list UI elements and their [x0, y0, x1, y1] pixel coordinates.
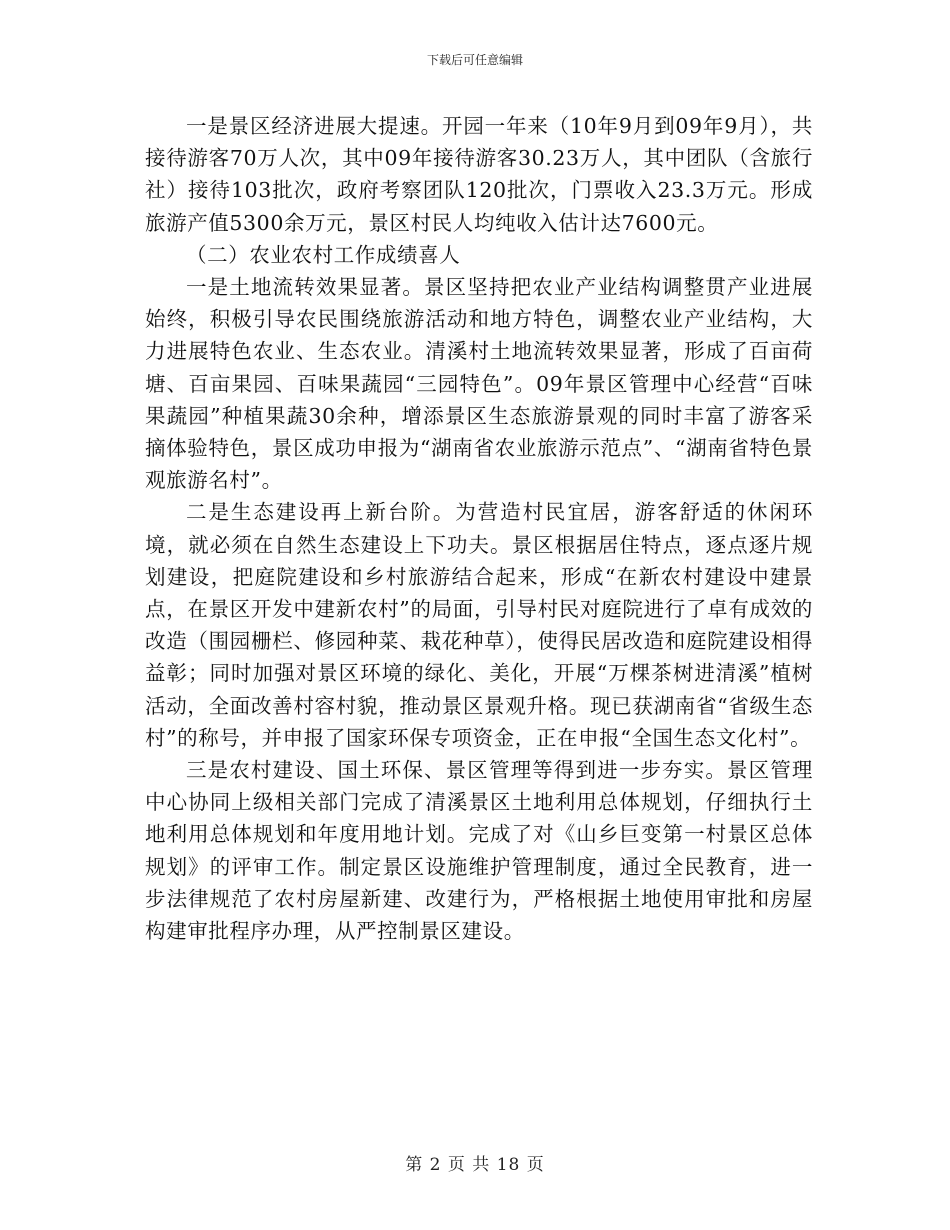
page-header: 下载后可任意编辑 — [426, 53, 523, 67]
paragraph-rural-construction: 三是农村建设、国土环保、景区管理等得到进一步夯实。景区管理中心协同上级相关部门完成了清溪景区土地利用总体规划，仔细执行土地利用总体规划和年度用地计划。完成了对《山乡巨变第一村景区总体规划》的评审工作。制定景区设施维护管理制度，通过全民教育，进一步法律规范了农村房屋新建、改建行为，严格根据土地使用审批和房屋构建审批程序办理，从严控制景区建设。 — [145, 758, 813, 944]
section-heading-agriculture: （二）农业农村工作成绩喜人 — [186, 242, 461, 267]
paragraph-economic-growth: 一是景区经济进展大提速。开园一年来（10年9月到09年9月），共接待游客70万人次，其中09年接待游客30.23万人，其中团队（含旅行社）接待103批次，政府考察团队120批次，门票收入23.3万元。形成旅游产值5300余万元，景区村民人均纯收入估计达7600元。 — [145, 114, 813, 235]
paragraph-ecological-construction: 二是生态建设再上新台阶。为营造村民宜居，游客舒适的休闲环境，就必须在自然生态建设上下功夫。景区根据居住特点，逐点逐片规划建设，把庭院建设和乡村旅游结合起来，形成“在新农村建设中建景点，在景区开发中建新农村”的局面，引导村民对庭院进行了卓有成效的改造（围园栅栏、修园种菜、栽花种草），使得民居改造和庭院建设相得益彰；同时加强对景区环境的绿化、美化，开展“万棵茶树进清溪”植树活动，全面改善村容村貌，推动景区景观升格。现已获湖南省“省级生态村”的称号，并申报了国家环保专项资金，正在申报“全国生态文化村”。 — [145, 500, 813, 750]
paragraph-land-transfer: 一是土地流转效果显著。景区坚持把农业产业结构调整贯产业进展始终，积极引导农民围绕旅游活动和地方特色，调整农业产业结构，大力进展特色农业、生态农业。清溪村土地流转效果显著，形成了百亩荷塘、百亩果园、百味果蔬园“三园特色”。09年景区管理中心经营“百味果蔬园”种植果蔬30余种，增添景区生态旅游景观的同时丰富了游客采摘体验特色，景区成功申报为“湖南省农业旅游示范点”、“湖南省特色景观旅游名村”。 — [145, 275, 813, 493]
page-number: 第 2 页 共 18 页 — [405, 1155, 545, 1175]
document-body — [145, 110, 813, 947]
